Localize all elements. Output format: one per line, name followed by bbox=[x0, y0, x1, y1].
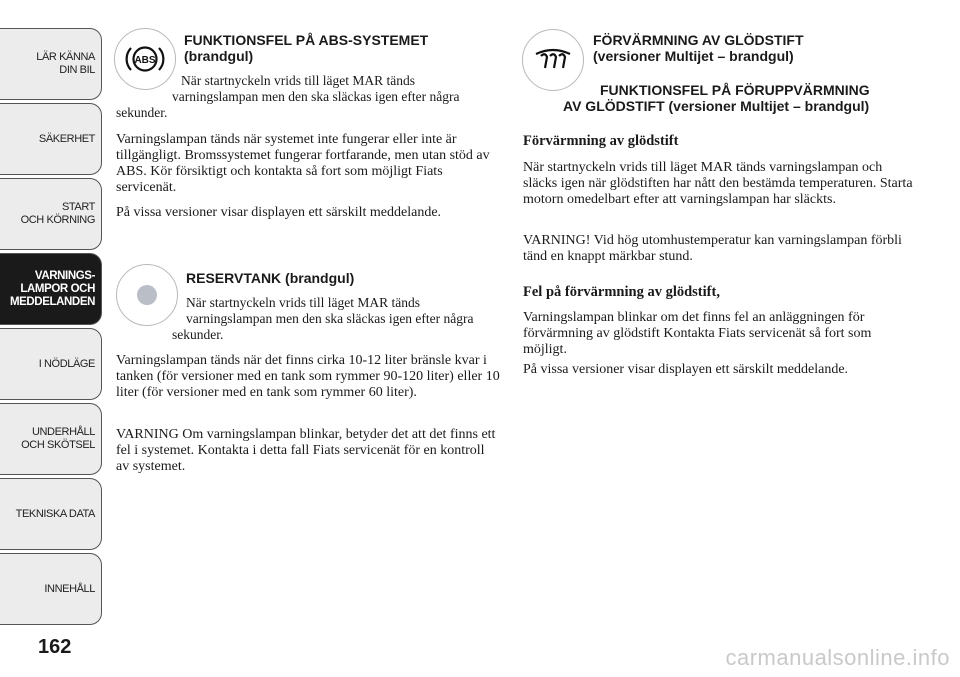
page-number: 162 bbox=[38, 636, 72, 658]
tab-varningslampor[interactable]: VARNINGS- LAMPOR OCH MEDDELANDEN bbox=[0, 253, 102, 325]
glow-paragraph-1: När startnyckeln vrids till läget MAR tänds varningslampan och släcks igen när glödstiften har nått den bestämda temperaturen. Starta motorn omedelbart efter att varningslampan har släckts. bbox=[523, 160, 913, 207]
tab-underhall[interactable]: UNDERHÅLL OCH SKÖTSEL bbox=[0, 403, 102, 475]
reserve-intro-line3: sekunder. bbox=[172, 327, 224, 342]
fuel-reserve-icon bbox=[116, 264, 178, 326]
glow-plug-icon bbox=[522, 29, 584, 91]
glow-fault-title-line2: AV GLÖDSTIFT (versioner Multijet – brandgul) bbox=[563, 98, 870, 114]
tab-start[interactable]: START OCH KÖRNING bbox=[0, 178, 102, 250]
glow-subheading-1: Förvärmning av glödstift bbox=[523, 133, 679, 149]
reserve-intro-line2: varningslampan men den ska släckas igen efter några bbox=[186, 311, 474, 326]
abs-intro-line1: När startnyckeln vrids till läget MAR tänds bbox=[181, 73, 415, 88]
abs-icon-label: ABS bbox=[134, 55, 156, 66]
reserve-intro-line1: När startnyckeln vrids till läget MAR tänds bbox=[186, 295, 420, 310]
abs-intro-line3: sekunder. bbox=[116, 105, 168, 120]
abs-warning-icon bbox=[114, 28, 176, 90]
glow-title-line1: FÖRVÄRMNING AV GLÖDSTIFT bbox=[593, 32, 804, 48]
abs-title: FUNKTIONSFEL PÅ ABS-SYSTEMET (brandgul) bbox=[184, 32, 429, 64]
tab-tekniska-data[interactable]: TEKNISKA DATA bbox=[0, 478, 102, 550]
glow-fault-title-line1: FUNKTIONSFEL PÅ FÖRUPPVÄRMNING bbox=[600, 82, 870, 98]
glow-paragraph-3: Varningslampan blinkar om det finns fel an anläggningen för förvärmning av glödstift Kontakta Fiats servicenät så fort som möjligt. bbox=[523, 310, 872, 357]
reserve-title: RESERVTANK (brandgul) bbox=[186, 270, 355, 286]
tab-innehall[interactable]: INNEHÅLL bbox=[0, 553, 102, 625]
glow-title-line2: (versioner Multijet – brandgul) bbox=[593, 48, 794, 64]
abs-paragraph-1: Varningslampan tänds när systemet inte fungerar eller inte är tillgängligt. Bromssystemet fungerar fortfarande, men utan stöd av ABS. Kör försiktigt och kontakta så fort som möjligt Fiats servicenät. bbox=[116, 132, 490, 195]
glow-paragraph-2: VARNING! Vid hög utomhustemperatur kan varningslampan förbli tänd en knappt märkbar stund. bbox=[523, 233, 902, 264]
reserve-paragraph-1: Varningslampan tänds när det finns cirka 10-12 liter bränsle kvar i tanken (för versioner med en tank som rymmer 90-120 liter) eller 10 liter (för versioner med en tank som rymmer 60 liter). bbox=[116, 353, 500, 400]
glow-paragraph-4: På vissa versioner visar displayen ett särskilt meddelande. bbox=[523, 362, 849, 377]
glow-subheading-2: Fel på förvärmning av glödstift, bbox=[523, 284, 720, 300]
tab-i-nodlage[interactable]: I NÖDLÄGE bbox=[0, 328, 102, 400]
reserve-paragraph-2: VARNING Om varningslampan blinkar, betyder det att det finns ett fel i systemet. Kontakta i detta fall Fiats servicenät för en kontroll av systemet. bbox=[116, 427, 496, 474]
abs-paragraph-2: På vissa versioner visar displayen ett särskilt meddelande. bbox=[116, 205, 442, 220]
abs-intro-line2: varningslampan men den ska släckas igen efter några bbox=[172, 89, 460, 104]
tab-lar-kanna[interactable]: LÄR KÄNNA DIN BIL bbox=[0, 28, 102, 100]
tab-sakerhet[interactable]: SÄKERHET bbox=[0, 103, 102, 175]
watermark: carmanualsonline.info bbox=[725, 645, 950, 670]
